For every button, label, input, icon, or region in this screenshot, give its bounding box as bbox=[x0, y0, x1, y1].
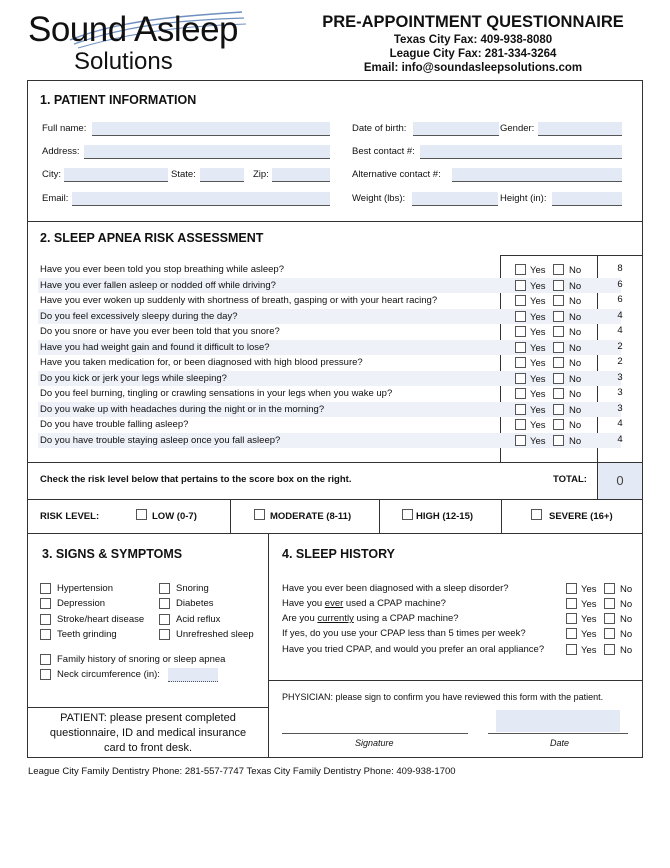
symptom-label: Depression bbox=[57, 598, 106, 609]
risk-high-label: HIGH (12-15) bbox=[416, 511, 474, 522]
neck-circumference-label: Neck circumference (in): bbox=[57, 669, 160, 680]
zip-label: Zip: bbox=[253, 169, 269, 180]
risk-no-checkbox[interactable] bbox=[553, 326, 564, 337]
risk-yes-checkbox[interactable] bbox=[515, 388, 526, 399]
history-q4: If yes, do you use your CPAP less than 5 times per week? bbox=[282, 628, 526, 639]
symptom-checkbox[interactable] bbox=[159, 598, 170, 609]
risk-question: Have you ever woken up suddenly with shortness of breath, gasping or with your heart racing? bbox=[40, 295, 438, 306]
height-field[interactable] bbox=[552, 192, 622, 206]
history-q2: Have you ever used a CPAP machine? bbox=[282, 598, 446, 609]
weight-field[interactable] bbox=[412, 192, 498, 206]
total-label: TOTAL: bbox=[553, 474, 587, 485]
no-label: No bbox=[620, 645, 633, 656]
risk-no-checkbox[interactable] bbox=[553, 342, 564, 353]
risk-no-checkbox[interactable] bbox=[553, 435, 564, 446]
risk-severe-label: SEVERE (16+) bbox=[549, 511, 613, 522]
risk-yes-checkbox[interactable] bbox=[515, 326, 526, 337]
section-history-heading: 4. SLEEP HISTORY bbox=[282, 547, 396, 561]
symptom-label: Diabetes bbox=[176, 598, 214, 609]
risk-score: 8 bbox=[617, 263, 623, 274]
divider bbox=[230, 499, 231, 533]
no-label: No bbox=[620, 629, 633, 640]
risk-level-label: RISK LEVEL: bbox=[40, 511, 100, 522]
zip-field[interactable] bbox=[272, 168, 330, 182]
risk-question: Have you had weight gain and found it difficult to lose? bbox=[40, 341, 270, 353]
full-name-label: Full name: bbox=[42, 123, 87, 134]
symptom-label: Stroke/heart disease bbox=[57, 614, 145, 625]
yes-label: Yes bbox=[530, 373, 546, 385]
history-no-checkbox[interactable] bbox=[604, 628, 615, 639]
best-contact-label: Best contact #: bbox=[352, 146, 415, 157]
no-label: No bbox=[620, 614, 633, 625]
yes-label: Yes bbox=[530, 420, 546, 431]
risk-no-checkbox[interactable] bbox=[553, 419, 564, 430]
state-label: State: bbox=[171, 169, 196, 180]
history-no-checkbox[interactable] bbox=[604, 583, 615, 594]
symptom-checkbox[interactable] bbox=[40, 583, 51, 594]
symptom-label: Hypertension bbox=[57, 583, 113, 594]
date-caption: Date bbox=[550, 738, 570, 748]
risk-no-checkbox[interactable] bbox=[553, 280, 564, 291]
risk-no-checkbox[interactable] bbox=[553, 404, 564, 415]
risk-no-checkbox[interactable] bbox=[553, 357, 564, 368]
risk-high-checkbox[interactable] bbox=[402, 509, 413, 520]
no-label: No bbox=[620, 584, 633, 595]
no-label: No bbox=[569, 420, 582, 431]
section-risk-heading: 2. SLEEP APNEA RISK ASSESSMENT bbox=[40, 231, 264, 245]
logo-text-sub: Solutions bbox=[74, 48, 173, 75]
risk-score: 3 bbox=[617, 402, 623, 414]
symptom-checkbox[interactable] bbox=[159, 614, 170, 625]
symptom-checkbox[interactable] bbox=[40, 614, 51, 625]
address-label: Address: bbox=[42, 146, 80, 157]
yes-label: Yes bbox=[530, 296, 546, 307]
divider bbox=[27, 462, 643, 463]
patient-instructions: PATIENT: please present completed questionnaire, ID and medical insurance card to front desk. bbox=[49, 712, 247, 754]
risk-question: Have you taken medication for, or been diagnosed with high blood pressure? bbox=[40, 357, 363, 368]
history-yes-checkbox[interactable] bbox=[566, 598, 577, 609]
risk-yes-checkbox[interactable] bbox=[515, 404, 526, 415]
history-no-checkbox[interactable] bbox=[604, 598, 615, 609]
divider bbox=[27, 707, 268, 708]
yes-label: Yes bbox=[581, 599, 597, 610]
dob-field[interactable] bbox=[413, 122, 499, 136]
risk-no-checkbox[interactable] bbox=[553, 295, 564, 306]
no-label: No bbox=[569, 327, 582, 338]
yes-label: Yes bbox=[530, 327, 546, 338]
gender-field[interactable] bbox=[538, 122, 622, 136]
no-label: No bbox=[569, 373, 582, 385]
risk-score: 6 bbox=[617, 278, 623, 290]
risk-score: 3 bbox=[617, 371, 623, 383]
risk-low-checkbox[interactable] bbox=[136, 509, 147, 520]
yes-label: Yes bbox=[581, 584, 597, 595]
risk-yes-checkbox[interactable] bbox=[515, 264, 526, 275]
divider bbox=[501, 499, 502, 533]
contact-email: Email: info@soundasleepsolutions.com bbox=[363, 62, 583, 74]
email-field[interactable] bbox=[72, 192, 330, 206]
yes-label: Yes bbox=[530, 358, 546, 369]
divider bbox=[268, 533, 269, 758]
risk-yes-checkbox[interactable] bbox=[515, 280, 526, 291]
risk-question: Have you ever been told you stop breathing while asleep? bbox=[40, 264, 284, 275]
history-q5: Have you tried CPAP, and would you prefer an oral appliance? bbox=[282, 644, 545, 655]
symptom-checkbox[interactable] bbox=[159, 629, 170, 640]
no-label: No bbox=[569, 435, 582, 447]
best-contact-field[interactable] bbox=[420, 145, 622, 159]
history-q1: Have you ever been diagnosed with a sleep disorder? bbox=[282, 583, 509, 594]
risk-question: Do you snore or have you ever been told that you snore? bbox=[40, 326, 280, 337]
risk-score: 4 bbox=[617, 309, 623, 321]
total-score-box[interactable]: 0 bbox=[598, 463, 642, 499]
state-field[interactable] bbox=[200, 168, 244, 182]
history-q3: Are you currently using a CPAP machine? bbox=[282, 613, 459, 624]
divider bbox=[27, 499, 643, 500]
page-title: PRE-APPOINTMENT QUESTIONNAIRE bbox=[322, 13, 624, 31]
alt-contact-label: Alternative contact #: bbox=[352, 169, 441, 180]
history-yes-checkbox[interactable] bbox=[566, 644, 577, 655]
risk-yes-checkbox[interactable] bbox=[515, 311, 526, 322]
neck-circumference-field[interactable] bbox=[168, 668, 218, 682]
risk-yes-checkbox[interactable] bbox=[515, 419, 526, 430]
city-label: City: bbox=[42, 169, 61, 180]
symptom-label: Unrefreshed sleep bbox=[176, 629, 254, 640]
risk-no-checkbox[interactable] bbox=[553, 373, 564, 384]
symptom-label: Acid reflux bbox=[176, 614, 221, 625]
dob-label: Date of birth: bbox=[352, 123, 407, 134]
fax-texas-city: Texas City Fax: 409-938-8080 bbox=[393, 34, 553, 46]
risk-no-checkbox[interactable] bbox=[553, 388, 564, 399]
symptom-label: Snoring bbox=[176, 583, 209, 594]
risk-score: 4 bbox=[617, 433, 623, 445]
date-line bbox=[488, 733, 628, 734]
no-label: No bbox=[569, 342, 582, 354]
section-signs-heading: 3. SIGNS & SYMPTOMS bbox=[42, 547, 183, 561]
physician-instructions: PHYSICIAN: please sign to confirm you have reviewed this form with the patient. bbox=[282, 692, 604, 702]
risk-score: 2 bbox=[617, 340, 623, 352]
section-patient-info-heading: 1. PATIENT INFORMATION bbox=[40, 93, 197, 107]
family-history-checkbox[interactable] bbox=[40, 654, 51, 665]
risk-question: Do you feel excessively sleepy during the day? bbox=[40, 310, 238, 322]
no-label: No bbox=[569, 265, 582, 276]
divider bbox=[268, 680, 643, 681]
divider bbox=[27, 221, 643, 222]
risk-yes-checkbox[interactable] bbox=[515, 435, 526, 446]
no-label: No bbox=[569, 280, 582, 292]
weight-label: Weight (lbs): bbox=[352, 193, 406, 204]
full-name-field[interactable] bbox=[92, 122, 330, 136]
divider bbox=[500, 255, 643, 256]
yes-label: Yes bbox=[530, 435, 546, 447]
divider bbox=[27, 533, 643, 534]
risk-yes-checkbox[interactable] bbox=[515, 342, 526, 353]
signature-caption: Signature bbox=[355, 738, 394, 748]
risk-moderate-checkbox[interactable] bbox=[254, 509, 265, 520]
risk-score: 4 bbox=[617, 418, 623, 429]
no-label: No bbox=[569, 389, 582, 400]
fax-league-city: League City Fax: 281-334-3264 bbox=[389, 48, 557, 60]
risk-no-checkbox[interactable] bbox=[553, 264, 564, 275]
risk-question: Have you ever fallen asleep or nodded off while driving? bbox=[40, 279, 276, 291]
logo-text-main: Sound Asleep bbox=[28, 10, 239, 49]
yes-label: Yes bbox=[581, 629, 597, 640]
yes-label: Yes bbox=[530, 342, 546, 354]
risk-low-label: LOW (0-7) bbox=[152, 511, 197, 522]
risk-score: 6 bbox=[617, 294, 623, 305]
signature-line bbox=[282, 733, 468, 734]
risk-question: Do you have trouble staying asleep once you fall asleep? bbox=[40, 434, 281, 446]
address-field[interactable] bbox=[84, 145, 330, 159]
history-yes-checkbox[interactable] bbox=[566, 613, 577, 624]
no-label: No bbox=[569, 311, 582, 323]
yes-label: Yes bbox=[530, 280, 546, 292]
symptom-checkbox[interactable] bbox=[40, 598, 51, 609]
risk-yes-checkbox[interactable] bbox=[515, 373, 526, 384]
risk-instruction: Check the risk level below that pertains to the score box on the right. bbox=[40, 474, 352, 485]
history-yes-checkbox[interactable] bbox=[566, 583, 577, 594]
risk-score: 2 bbox=[617, 356, 623, 367]
history-no-checkbox[interactable] bbox=[604, 644, 615, 655]
symptom-label: Teeth grinding bbox=[57, 629, 117, 640]
risk-score: 4 bbox=[617, 325, 623, 336]
yes-label: Yes bbox=[581, 645, 597, 656]
city-field[interactable] bbox=[64, 168, 168, 182]
no-label: No bbox=[569, 296, 582, 307]
email-label: Email: bbox=[42, 193, 69, 204]
no-label: No bbox=[620, 599, 633, 610]
risk-question: Do you feel burning, tingling or crawling sensations in your legs when you wake up? bbox=[40, 388, 393, 399]
footer-phones: League City Family Dentistry Phone: 281-557-7747 Texas City Family Dentistry Phone: 409-938-1700 bbox=[28, 766, 456, 777]
neck-circumference-checkbox[interactable] bbox=[40, 669, 51, 680]
yes-label: Yes bbox=[530, 311, 546, 323]
risk-moderate-label: MODERATE (8-11) bbox=[270, 511, 352, 522]
risk-yes-checkbox[interactable] bbox=[515, 357, 526, 368]
yes-label: Yes bbox=[530, 389, 546, 400]
risk-question: Do you kick or jerk your legs while sleeping? bbox=[40, 372, 227, 384]
family-history-label: Family history of snoring or sleep apnea bbox=[57, 654, 226, 665]
no-label: No bbox=[569, 358, 582, 369]
date-field[interactable] bbox=[496, 710, 620, 732]
risk-no-checkbox[interactable] bbox=[553, 311, 564, 322]
history-yes-checkbox[interactable] bbox=[566, 628, 577, 639]
risk-score: 3 bbox=[617, 387, 623, 398]
risk-question: Do you wake up with headaches during the night or in the morning? bbox=[40, 403, 325, 415]
divider bbox=[379, 499, 380, 533]
risk-yes-checkbox[interactable] bbox=[515, 295, 526, 306]
symptom-checkbox[interactable] bbox=[159, 583, 170, 594]
no-label: No bbox=[569, 404, 582, 416]
risk-severe-checkbox[interactable] bbox=[531, 509, 542, 520]
height-label: Height (in): bbox=[500, 193, 547, 204]
yes-label: Yes bbox=[581, 614, 597, 625]
alt-contact-field[interactable] bbox=[452, 168, 622, 182]
yes-label: Yes bbox=[530, 265, 546, 276]
symptom-checkbox[interactable] bbox=[40, 629, 51, 640]
risk-question: Do you have trouble falling asleep? bbox=[40, 419, 189, 430]
history-no-checkbox[interactable] bbox=[604, 613, 615, 624]
gender-label: Gender: bbox=[500, 123, 535, 134]
yes-label: Yes bbox=[530, 404, 546, 416]
